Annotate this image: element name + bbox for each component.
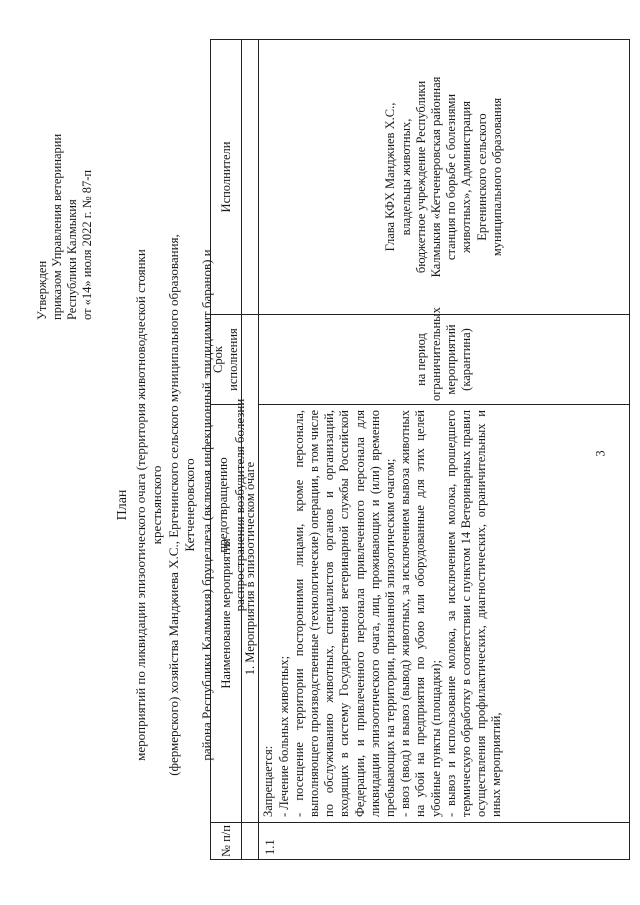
row-number: 1.1 [259,823,630,860]
term-line: ограничительных [429,307,443,401]
row-executors [259,40,630,315]
measure-item: Запрещается: [261,745,276,817]
table-header-row [211,40,242,860]
plan-subtitle-line: распространения возбудителя болезни [231,398,247,612]
section-title: 1. Мероприятия в эпизоотическом очаге [242,315,259,823]
measures-table [210,39,630,860]
section-spacer [242,40,259,315]
plan-subtitle-line: мероприятий по ликвидации эпизоотического очага (территория животноводческой стоянки крестьянского [132,249,164,761]
row-measures [259,405,630,823]
plan-subtitle-line: района Республики Калмыкия) бруцеллеза (включая инфекционный эпидидимит баранов) и предотвращению [198,249,230,761]
executor-line: муниципального образования [489,97,504,257]
measure-item: - ввоз (ввод) и вывоз (вывод) животных, за исключением вывоза животных на убой на предприятия по убою или оборудованные для этих целей убойные пункты (площадки); [398,410,443,817]
section-row [242,40,259,860]
measures-text [261,410,504,817]
term-line: на период [413,333,428,386]
header-number: № п/п [211,823,242,860]
plan-title: План [115,489,130,521]
approval-stamp [35,60,95,320]
plan-subtitle-line: (фермерского) хозяйства Манджиева Х.С., Ергенинского сельского муниципального образования, Кетченеровского [165,234,197,776]
measure-item: - вывоз и использование молока, за исключением молока, прошедшего термическую обработку в соответствии с пунктом 14 Ветеринарных правил осуществления профилактических, диагностических, ограничительных и иных мероприятий, [443,410,504,817]
table-row [259,40,630,860]
term-line: (карантина) [459,328,474,391]
approval-line: Республики Калмыкия [65,199,79,320]
executor-line: Калмыкия «Кетченеровская районная [429,76,443,278]
header-executors: Исполнители [211,40,242,315]
row-term [259,307,630,405]
executor-line: бюджетное учреждение Республики [413,80,428,274]
measure-item: - Лечение больных животных; [276,655,291,817]
term-line: мероприятий [444,324,459,395]
executor-line: Глава КФХ Манджиев Х.С., [383,102,398,252]
measure-item: - посещение территории посторонними лицами, кроме персонала, выполняющего производственные (технологические) операции, в том числе по обслуживанию животных, специалистов органов и организаций, входящих в систему Государственной ветеринарной службы Российской Федерации, и привлеченного персонала привлеченного персонала для ликвидации эпизоотического очага, лиц, проживающих и (или) временно пребывающих на территории, признанной эпизоотическим очагом; [291,410,398,817]
header-term: Срок исполнения [211,315,242,405]
executor-line: станция по борьбе с болезнями [444,93,459,261]
approval-line: от «14» июля 2022 г. № 87-п [80,169,94,320]
page-number: 3 [593,450,608,457]
header-measure-name: Наименование мероприятия [211,405,242,823]
approval-line: Утвержден [35,260,49,320]
approval-line: приказом Управления ветеринарии [50,133,64,320]
executor-line: животных», Администрация [459,101,474,253]
executor-line: владельцы животных, [398,118,413,236]
executor-line: Ергенинского сельского [474,113,489,241]
section-spacer [242,823,259,860]
